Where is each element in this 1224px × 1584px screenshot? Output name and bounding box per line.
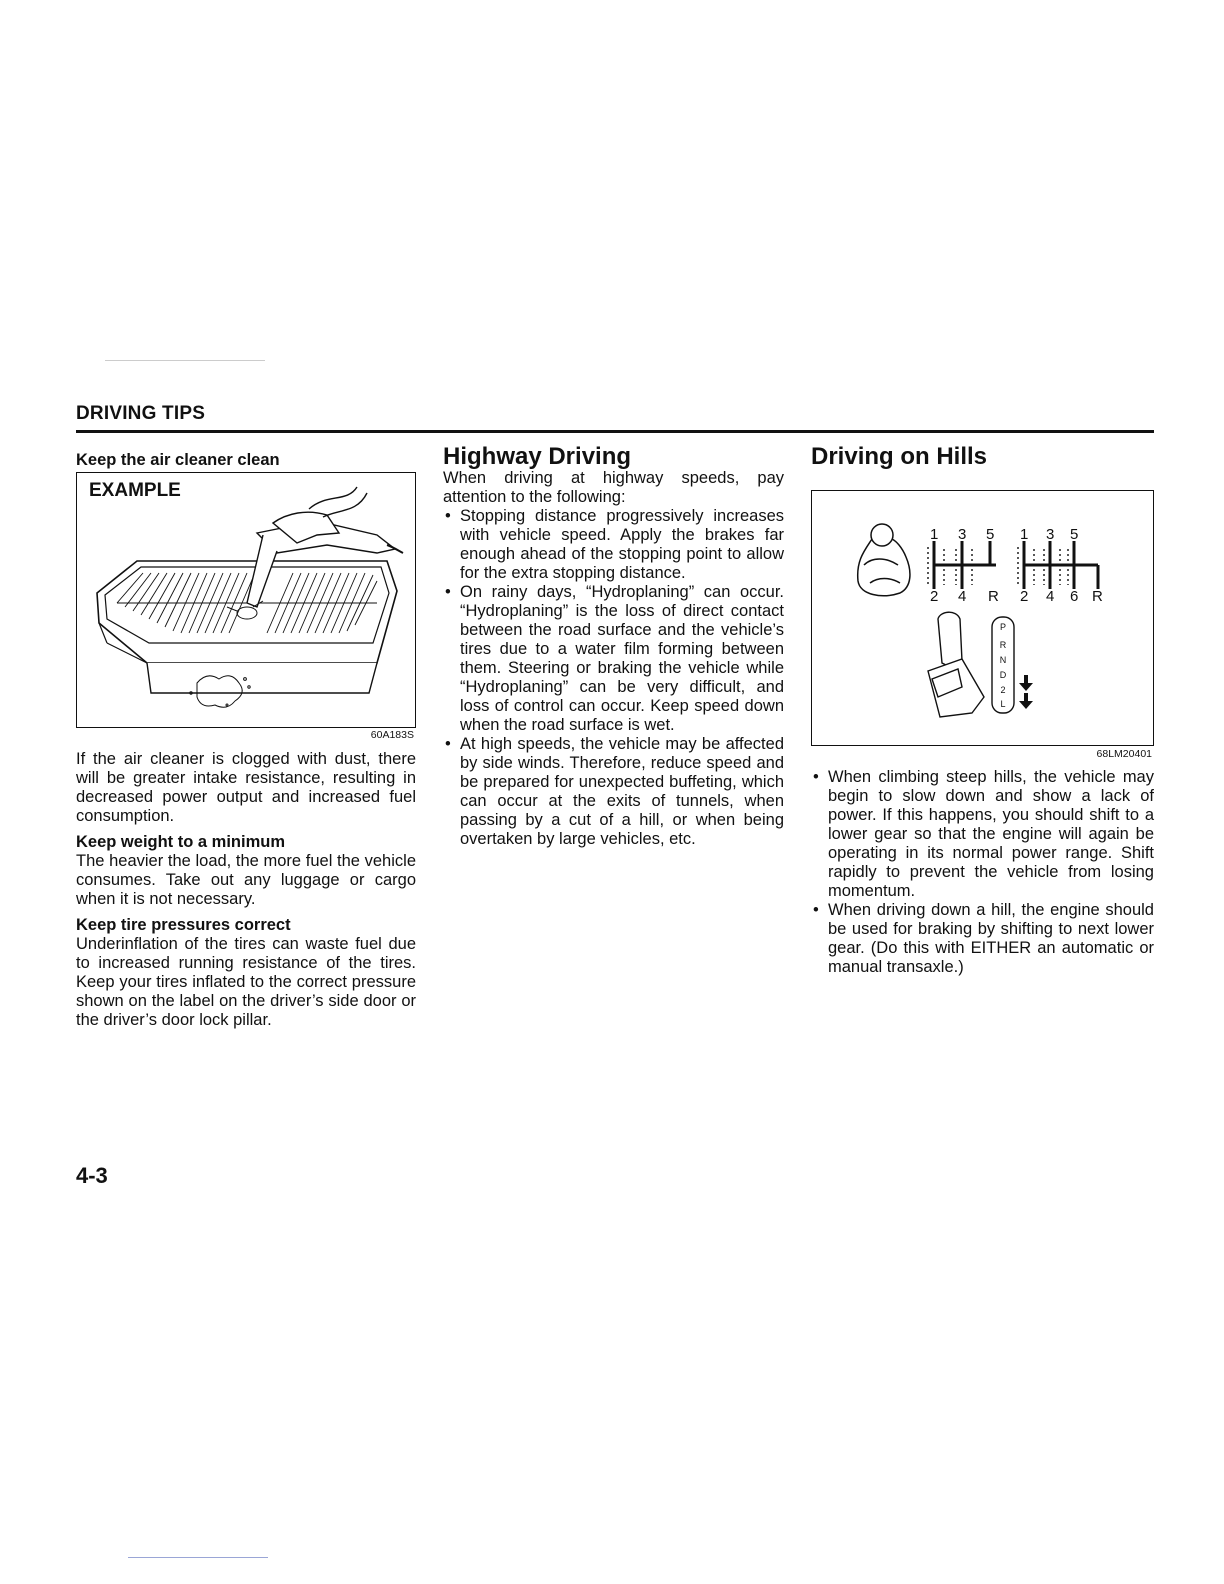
weight-heading: Keep weight to a minimum xyxy=(76,833,286,851)
list-item: • When climbing steep hills, the vehicle may begin to slow down and show a lack of power. If this happens, you should shift to a lower gear so that the engine will again be operating in its normal power range. Shift rapidly to prevent the vehicle from losing momentum. xyxy=(811,768,1154,901)
gearshift-figure xyxy=(811,490,1154,746)
gear-label: 6 xyxy=(1070,588,1079,605)
right-column-text xyxy=(811,768,1154,977)
air-cleaner-figure xyxy=(76,472,416,728)
shift-knob-icon xyxy=(858,524,910,596)
list-item: • When driving down a hill, the engine should be used for braking by shifting to next lower gear. (Do this with EITHER an automatic or manual transaxle.) xyxy=(811,901,1154,977)
gear-label: 5 xyxy=(1070,526,1079,543)
gear-label: 4 xyxy=(958,588,967,605)
scan-artifact-line xyxy=(128,1557,268,1558)
auto-gear-label: P xyxy=(999,622,1007,632)
weight-text: The heavier the load, the more fuel the vehicle consumes. Take out any luggage or cargo when it is not necessary. xyxy=(76,852,416,908)
section-title: DRIVING TIPS xyxy=(76,403,206,424)
tires-heading: Keep tire pressures correct xyxy=(76,916,291,934)
gear-label: 1 xyxy=(930,526,939,543)
right-column-heading-wrap xyxy=(811,443,1154,470)
tires-text: Underinflation of the tires can waste fuel due to increased running resistance of the tires. Keep your tires inflated to the correct pressure shown on the label on the driver’s side door or the driver’s door lock pillar. xyxy=(76,935,416,1029)
gear-label: 3 xyxy=(958,526,967,543)
air-cleaner-heading: Keep the air cleaner clean xyxy=(76,451,280,469)
left-column-text xyxy=(76,750,416,1030)
left-column xyxy=(76,451,416,470)
highway-driving-heading: Highway Driving xyxy=(443,443,632,470)
air-cleaner-figure-code: 60A183S xyxy=(370,729,414,741)
middle-column xyxy=(443,443,784,849)
hills-bullet-list xyxy=(811,768,1154,977)
gearshift-illustration xyxy=(812,491,1153,745)
scan-artifact-line xyxy=(105,360,265,361)
page-number: 4-3 xyxy=(76,1163,108,1188)
gearshift-figure-code: 68LM20401 xyxy=(1096,748,1152,760)
gear-label: 2 xyxy=(1020,588,1029,605)
auto-gear-label: N xyxy=(999,655,1007,665)
down-arrow-icon xyxy=(1019,675,1033,709)
air-cleaner-text: If the air cleaner is clogged with dust, there will be greater intake resistance, resulting in decreased power output and increased fuel consumption. xyxy=(76,750,416,825)
list-item: • Stopping distance progressively increases with vehicle speed. Apply the brakes far enough ahead of the stopping point to allow for the extra stopping distance. xyxy=(443,507,784,583)
driving-on-hills-heading: Driving on Hills xyxy=(811,443,988,470)
highway-intro: When driving at highway speeds, pay attention to the following: xyxy=(443,469,784,506)
list-item: • On rainy days, “Hydroplaning” can occur. “Hydroplaning” is the loss of direct contact between the road surface and the vehicle’s tires due to a water film forming between them. Steering or braking the vehicle while “Hydroplaning” can be very difficult, and loss of control can occur. Keep speed down when the road surface is wet. xyxy=(443,583,784,735)
highway-bullet-list xyxy=(443,507,784,849)
example-label: EXAMPLE xyxy=(89,480,181,501)
auto-gear-label: L xyxy=(1000,699,1006,709)
gear-label: 1 xyxy=(1020,526,1029,543)
auto-gear-label: D xyxy=(999,670,1007,680)
auto-gear-label: 2 xyxy=(1000,685,1006,695)
list-item: • At high speeds, the vehicle may be affected by side winds. Therefore, reduce speed and be prepared for unexpected buffeting, which can occur at the exits of tunnels, when passing by a cut of a hill, or when being overtaken by large vehicles, etc. xyxy=(443,735,784,849)
gear-label: 5 xyxy=(986,526,995,543)
gear-label: 3 xyxy=(1046,526,1055,543)
five-speed-pattern-icon xyxy=(934,541,996,589)
gear-label: 4 xyxy=(1046,588,1055,605)
gear-label: 2 xyxy=(930,588,939,605)
section-rule xyxy=(76,430,1154,433)
gear-label: R xyxy=(988,588,999,605)
gear-label: R xyxy=(1092,588,1103,605)
six-speed-pattern-icon xyxy=(1024,541,1098,589)
auto-gear-label: R xyxy=(999,640,1007,650)
air-filter-illustration xyxy=(77,473,415,727)
